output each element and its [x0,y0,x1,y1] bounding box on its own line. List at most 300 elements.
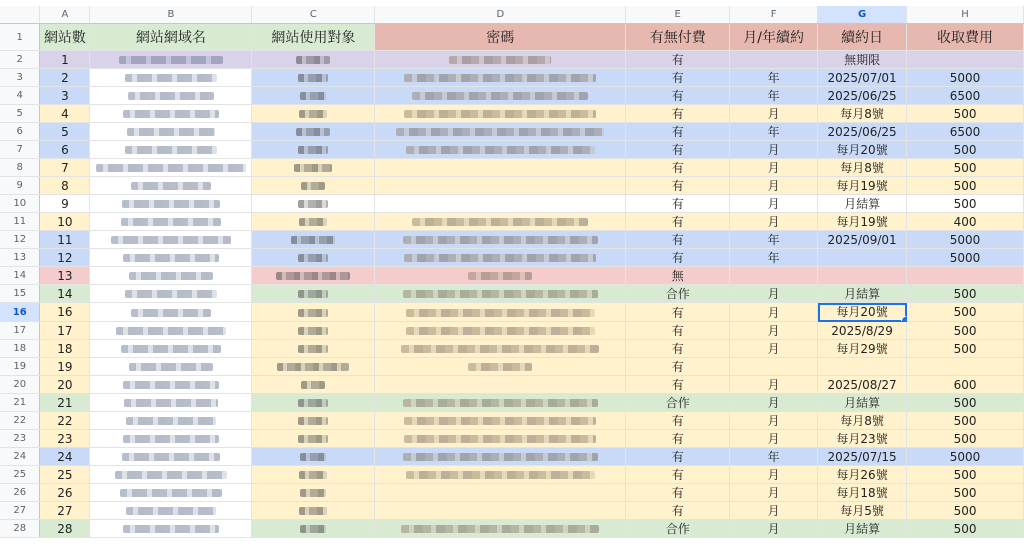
cell-password-redacted[interactable] [375,502,626,520]
row-number[interactable]: 10 [0,195,40,213]
cell-site-count[interactable]: 23 [40,430,90,448]
table-row [0,340,1024,358]
redacted-text [299,110,327,118]
cell-renewal-date[interactable]: 每月19號 [818,213,907,231]
cell-user-redacted[interactable] [252,123,375,141]
cell-renewal-type[interactable] [730,51,818,69]
column-header-h[interactable]: H [907,6,1024,24]
cell-fee[interactable]: 500 [907,430,1024,448]
cell-password-redacted[interactable] [375,87,626,105]
cell-domain-redacted[interactable] [90,213,252,231]
row-number[interactable]: 13 [0,249,40,267]
row-number[interactable]: 8 [0,159,40,177]
cell-user-redacted[interactable] [252,87,375,105]
row-number[interactable]: 23 [0,430,40,448]
cell-domain-redacted[interactable] [90,484,252,502]
cell-paid[interactable]: 有 [626,141,730,159]
redacted-text [298,254,328,262]
cell-site-count[interactable]: 7 [40,159,90,177]
cell-user-redacted[interactable] [252,502,375,520]
cell-user-redacted[interactable] [252,358,375,376]
cell-renewal-date[interactable]: 每月5號 [818,502,907,520]
cell-domain-redacted[interactable] [90,520,252,538]
redacted-text [296,128,330,136]
cell-renewal-date[interactable]: 每月26號 [818,466,907,484]
redacted-text [412,218,588,226]
cell-paid[interactable]: 有 [626,231,730,249]
redacted-text [403,290,598,298]
cell-domain-redacted[interactable] [90,376,252,394]
cell-password-redacted[interactable] [375,412,626,430]
cell-password-redacted[interactable] [375,105,626,123]
cell-paid[interactable]: 有 [626,340,730,358]
cell-site-count[interactable]: 22 [40,412,90,430]
row-number[interactable]: 2 [0,51,40,69]
column-header-c[interactable]: C [252,6,375,24]
cell-renewal-type[interactable]: 年 [730,87,818,105]
cell-renewal-date[interactable]: 每月8號 [818,412,907,430]
cell-renewal-date[interactable]: 月結算 [818,520,907,538]
cell-fee[interactable] [907,51,1024,69]
header-cell-site-count[interactable]: 網站數 [40,24,90,51]
row-number[interactable]: 5 [0,105,40,123]
redacted-text [298,290,328,298]
cell-domain-redacted[interactable] [90,322,252,340]
row-number[interactable]: 11 [0,213,40,231]
redacted-text [121,218,221,226]
cell-fee[interactable]: 5000 [907,69,1024,87]
cell-renewal-date[interactable]: 每月8號 [818,105,907,123]
row-number[interactable]: 25 [0,466,40,484]
cell-paid[interactable]: 有 [626,448,730,466]
cell-user-redacted[interactable] [252,177,375,195]
row-number[interactable]: 3 [0,69,40,87]
cell-domain-redacted[interactable] [90,123,252,141]
column-header-a[interactable]: A [40,6,90,24]
cell-password-redacted[interactable] [375,303,626,322]
cell-site-count[interactable]: 19 [40,358,90,376]
cell-site-count[interactable]: 14 [40,285,90,303]
header-cell-fee[interactable]: 收取費用 [907,24,1024,51]
cell-password-redacted[interactable] [375,466,626,484]
cell-paid[interactable]: 有 [626,177,730,195]
cell-renewal-date[interactable]: 每月29號 [818,340,907,358]
cell-paid[interactable]: 合作 [626,285,730,303]
cell-site-count[interactable]: 2 [40,69,90,87]
cell-site-count[interactable]: 8 [40,177,90,195]
cell-renewal-type[interactable]: 月 [730,376,818,394]
cell-site-count[interactable]: 20 [40,376,90,394]
cell-paid[interactable]: 有 [626,213,730,231]
cell-user-redacted[interactable] [252,376,375,394]
cell-site-count[interactable]: 13 [40,267,90,285]
cell-renewal-date[interactable]: 每月8號 [818,159,907,177]
cell-fee[interactable]: 500 [907,340,1024,358]
table-row [0,358,1024,376]
cell-user-redacted[interactable] [252,267,375,285]
cell-password-redacted[interactable] [375,358,626,376]
select-all-corner[interactable] [0,6,40,24]
cell-domain-redacted[interactable] [90,267,252,285]
fill-handle[interactable] [901,316,907,322]
redacted-text [300,92,326,100]
cell-renewal-type[interactable]: 月 [730,177,818,195]
cell-domain-redacted[interactable] [90,87,252,105]
row-number[interactable]: 26 [0,484,40,502]
cell-renewal-type[interactable]: 月 [730,502,818,520]
cell-password-redacted[interactable] [375,322,626,340]
table-row [0,123,1024,141]
cell-user-redacted[interactable] [252,303,375,322]
cell-paid[interactable]: 有 [626,159,730,177]
cell-fee[interactable]: 500 [907,412,1024,430]
cell-renewal-type[interactable]: 月 [730,322,818,340]
cell-renewal-type[interactable]: 年 [730,249,818,267]
cell-user-redacted[interactable] [252,340,375,358]
cell-domain-redacted[interactable] [90,358,252,376]
cell-fee[interactable]: 6500 [907,123,1024,141]
cell-user-redacted[interactable] [252,394,375,412]
cell-site-count[interactable]: 17 [40,322,90,340]
cell-user-redacted[interactable] [252,159,375,177]
cell-domain-redacted[interactable] [90,159,252,177]
cell-domain-redacted[interactable] [90,285,252,303]
cell-renewal-date[interactable] [818,358,907,376]
cell-user-redacted[interactable] [252,231,375,249]
redacted-text [121,345,221,353]
cell-site-count[interactable]: 10 [40,213,90,231]
cell-fee[interactable]: 500 [907,159,1024,177]
cell-paid[interactable]: 合作 [626,520,730,538]
cell-domain-redacted[interactable] [90,394,252,412]
cell-site-count[interactable]: 28 [40,520,90,538]
cell-paid[interactable]: 有 [626,249,730,267]
redacted-text [294,164,332,172]
cell-domain-redacted[interactable] [90,195,252,213]
cell-user-redacted[interactable] [252,195,375,213]
table-row [0,322,1024,340]
cell-domain-redacted[interactable] [90,141,252,159]
row-number[interactable]: 15 [0,285,40,303]
cell-domain-redacted[interactable] [90,412,252,430]
cell-password-redacted[interactable] [375,520,626,538]
row-number[interactable]: 4 [0,87,40,105]
table-row [0,412,1024,430]
cell-paid[interactable]: 有 [626,51,730,69]
cell-fee[interactable]: 500 [907,177,1024,195]
cell-fee[interactable]: 500 [907,303,1024,322]
row-number[interactable]: 14 [0,267,40,285]
cell-fee[interactable]: 500 [907,285,1024,303]
cell-renewal-date[interactable]: 月結算 [818,394,907,412]
cell-renewal-type[interactable]: 月 [730,159,818,177]
cell-renewal-type[interactable]: 月 [730,141,818,159]
cell-fee[interactable]: 500 [907,141,1024,159]
cell-password-redacted[interactable] [375,285,626,303]
cell-renewal-type[interactable] [730,358,818,376]
cell-fee[interactable]: 500 [907,322,1024,340]
cell-user-redacted[interactable] [252,285,375,303]
cell-renewal-type[interactable]: 月 [730,412,818,430]
row-number[interactable]: 27 [0,502,40,520]
cell-renewal-date[interactable]: 每月20號 [818,141,907,159]
cell-user-redacted[interactable] [252,51,375,69]
cell-password-redacted[interactable] [375,123,626,141]
cell-password-redacted[interactable] [375,484,626,502]
table-row [0,69,1024,87]
cell-paid[interactable]: 有 [626,502,730,520]
cell-user-redacted[interactable] [252,466,375,484]
cell-site-count[interactable]: 3 [40,87,90,105]
cell-renewal-type[interactable]: 月 [730,430,818,448]
cell-renewal-type[interactable]: 月 [730,195,818,213]
column-header-d[interactable]: D [375,6,626,24]
cell-fee[interactable] [907,358,1024,376]
cell-password-redacted[interactable] [375,231,626,249]
row-number[interactable]: 9 [0,177,40,195]
cell-renewal-type[interactable]: 年 [730,69,818,87]
cell-site-count[interactable]: 9 [40,195,90,213]
cell-site-count[interactable]: 26 [40,484,90,502]
cell-site-count[interactable]: 27 [40,502,90,520]
cell-domain-redacted[interactable] [90,69,252,87]
row-number[interactable]: 24 [0,448,40,466]
cell-renewal-type[interactable]: 年 [730,448,818,466]
table-row [0,141,1024,159]
cell-user-redacted[interactable] [252,249,375,267]
row-number[interactable]: 28 [0,520,40,538]
cell-domain-redacted[interactable] [90,105,252,123]
redacted-text [403,399,598,407]
header-cell-paid[interactable]: 有無付費 [626,24,730,51]
cell-paid[interactable]: 有 [626,105,730,123]
cell-paid[interactable]: 有 [626,430,730,448]
row-number[interactable]: 19 [0,358,40,376]
cell-paid[interactable]: 有 [626,484,730,502]
redacted-text [122,200,220,208]
row-number[interactable]: 7 [0,141,40,159]
cell-renewal-type[interactable]: 月 [730,466,818,484]
cell-paid[interactable]: 有 [626,123,730,141]
redacted-text [123,435,219,443]
cell-user-redacted[interactable] [252,430,375,448]
cell-renewal-date[interactable] [818,267,907,285]
cell-paid[interactable]: 有 [626,195,730,213]
cell-domain-redacted[interactable] [90,466,252,484]
cell-site-count[interactable]: 12 [40,249,90,267]
cell-domain-redacted[interactable] [90,340,252,358]
cell-fee[interactable]: 5000 [907,448,1024,466]
cell-password-redacted[interactable] [375,340,626,358]
cell-renewal-date[interactable]: 2025/06/25 [818,87,907,105]
cell-paid[interactable]: 有 [626,69,730,87]
cell-renewal-type[interactable]: 月 [730,340,818,358]
cell-renewal-type[interactable]: 月 [730,105,818,123]
table-row [0,394,1024,412]
cell-domain-redacted[interactable] [90,231,252,249]
cell-user-redacted[interactable] [252,484,375,502]
header-cell-renewal-type[interactable]: 月/年續約 [730,24,818,51]
cell-fee[interactable]: 500 [907,105,1024,123]
redacted-text [123,254,219,262]
cell-fee[interactable]: 600 [907,376,1024,394]
cell-paid[interactable]: 合作 [626,394,730,412]
cell-site-count[interactable]: 11 [40,231,90,249]
row-number[interactable]: 17 [0,322,40,340]
cell-domain-redacted[interactable] [90,51,252,69]
cell-user-redacted[interactable] [252,69,375,87]
cell-paid[interactable]: 有 [626,322,730,340]
row-number[interactable]: 22 [0,412,40,430]
header-cell-password[interactable]: 密碼 [375,24,626,51]
cell-paid[interactable]: 有 [626,412,730,430]
cell-renewal-date[interactable] [818,249,907,267]
cell-renewal-date[interactable]: 2025/09/01 [818,231,907,249]
cell-password-redacted[interactable] [375,430,626,448]
column-header-e[interactable]: E [626,6,730,24]
redacted-text [298,146,328,154]
cell-renewal-type[interactable]: 月 [730,520,818,538]
cell-domain-redacted[interactable] [90,177,252,195]
cell-renewal-date[interactable]: 2025/06/25 [818,123,907,141]
header-cell-domain[interactable]: 網站網域名 [90,24,252,51]
table-row [0,430,1024,448]
cell-renewal-date[interactable]: 無期限 [818,51,907,69]
cell-site-count[interactable]: 16 [40,303,90,322]
cell-fee[interactable]: 500 [907,394,1024,412]
cell-paid[interactable]: 有 [626,358,730,376]
cell-domain-redacted[interactable] [90,303,252,322]
redacted-text [300,453,326,461]
cell-renewal-type[interactable]: 月 [730,213,818,231]
header-cell-user[interactable]: 網站使用對象 [252,24,375,51]
redacted-text [404,417,596,425]
cell-paid[interactable]: 無 [626,267,730,285]
cell-renewal-date[interactable]: 2025/07/01 [818,69,907,87]
cell-site-count[interactable]: 1 [40,51,90,69]
cell-user-redacted[interactable] [252,412,375,430]
cell-fee[interactable]: 400 [907,213,1024,231]
cell-renewal-date[interactable]: 月結算 [818,285,907,303]
row-number[interactable]: 21 [0,394,40,412]
cell-renewal-date[interactable]: 每月23號 [818,430,907,448]
redacted-text [126,507,216,515]
cell-domain-redacted[interactable] [90,430,252,448]
cell-site-count[interactable]: 4 [40,105,90,123]
table-row [0,87,1024,105]
column-header-g[interactable]: G [818,6,907,24]
cell-password-redacted[interactable] [375,448,626,466]
cell-password-redacted[interactable] [375,249,626,267]
cell-renewal-type[interactable]: 月 [730,484,818,502]
row-number[interactable]: 20 [0,376,40,394]
cell-user-redacted[interactable] [252,213,375,231]
cell-fee[interactable]: 500 [907,466,1024,484]
cell-fee[interactable]: 500 [907,484,1024,502]
cell-fee[interactable]: 5000 [907,231,1024,249]
cell-renewal-type[interactable]: 月 [730,394,818,412]
cell-paid[interactable]: 有 [626,466,730,484]
cell-renewal-type[interactable]: 月 [730,285,818,303]
cell-fee[interactable]: 500 [907,520,1024,538]
cell-renewal-type[interactable]: 月 [730,303,818,322]
row-number[interactable]: 6 [0,123,40,141]
cell-password-redacted[interactable] [375,267,626,285]
redacted-text [298,399,328,407]
redacted-text [301,381,325,389]
redacted-text [127,128,215,136]
table-row [0,177,1024,195]
cell-password-redacted[interactable] [375,177,626,195]
cell-renewal-date[interactable]: 2025/07/15 [818,448,907,466]
row-number[interactable]: 16 [0,303,40,322]
cell-user-redacted[interactable] [252,448,375,466]
cell-fee[interactable]: 6500 [907,87,1024,105]
cell-paid[interactable]: 有 [626,87,730,105]
cell-paid[interactable]: 有 [626,303,730,322]
redacted-text [129,363,213,371]
cell-site-count[interactable]: 18 [40,340,90,358]
table-row [0,249,1024,267]
cell-password-redacted[interactable] [375,376,626,394]
column-header-b[interactable]: B [90,6,252,24]
cell-renewal-date-selected[interactable] [818,303,907,322]
row-number[interactable]: 18 [0,340,40,358]
cell-site-count[interactable]: 24 [40,448,90,466]
cell-domain-redacted[interactable] [90,249,252,267]
cell-site-count[interactable]: 21 [40,394,90,412]
cell-renewal-date[interactable]: 2025/08/27 [818,376,907,394]
cell-fee[interactable] [907,267,1024,285]
cell-renewal-type[interactable]: 年 [730,123,818,141]
header-cell-renewal-date[interactable]: 續約日 [818,24,907,51]
row-number[interactable]: 1 [0,24,40,51]
cell-password-redacted[interactable] [375,195,626,213]
cell-password-redacted[interactable] [375,159,626,177]
cell-renewal-date[interactable]: 每月18號 [818,484,907,502]
cell-site-count[interactable]: 25 [40,466,90,484]
cell-user-redacted[interactable] [252,322,375,340]
column-header-f[interactable]: F [730,6,818,24]
cell-site-count[interactable]: 6 [40,141,90,159]
cell-password-redacted[interactable] [375,213,626,231]
cell-paid[interactable]: 有 [626,376,730,394]
cell-renewal-type[interactable]: 年 [730,231,818,249]
cell-password-redacted[interactable] [375,141,626,159]
cell-user-redacted[interactable] [252,105,375,123]
redacted-text [128,92,214,100]
cell-password-redacted[interactable] [375,69,626,87]
redacted-text [406,146,595,154]
cell-user-redacted[interactable] [252,520,375,538]
redacted-text [403,236,598,244]
cell-renewal-type[interactable] [730,267,818,285]
cell-renewal-date[interactable]: 2025/8/29 [818,322,907,340]
cell-renewal-date[interactable]: 月結算 [818,195,907,213]
cell-domain-redacted[interactable] [90,448,252,466]
row-number[interactable]: 12 [0,231,40,249]
cell-fee[interactable]: 500 [907,502,1024,520]
cell-password-redacted[interactable] [375,51,626,69]
redacted-text [298,200,328,208]
cell-fee[interactable]: 500 [907,195,1024,213]
cell-domain-redacted[interactable] [90,502,252,520]
cell-password-redacted[interactable] [375,394,626,412]
cell-renewal-date[interactable]: 每月19號 [818,177,907,195]
cell-site-count[interactable]: 5 [40,123,90,141]
cell-fee[interactable]: 5000 [907,249,1024,267]
cell-user-redacted[interactable] [252,141,375,159]
